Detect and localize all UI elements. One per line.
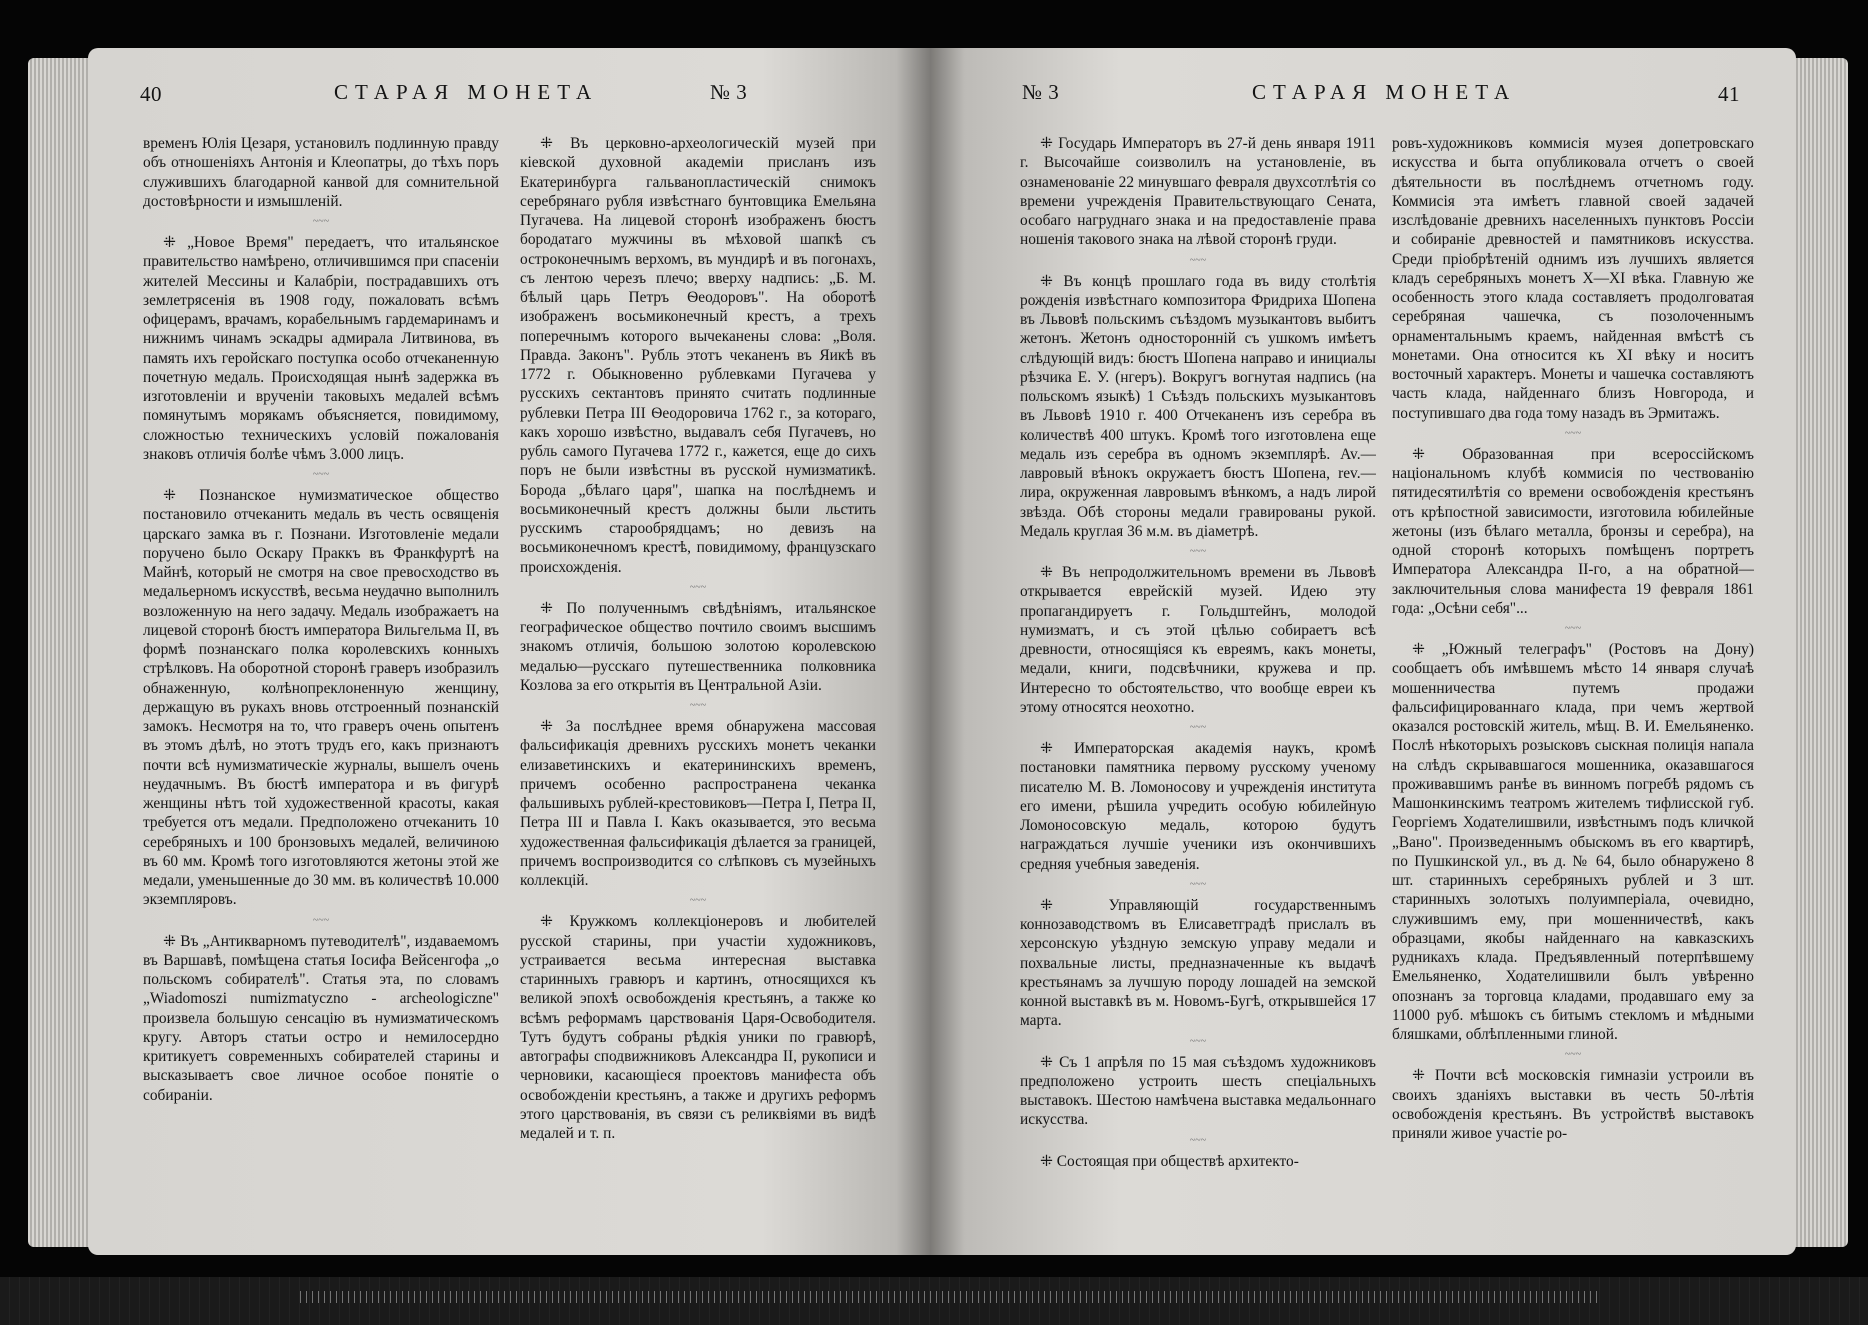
- right-journal-title: СТАРАЯ МОНЕТА: [1252, 80, 1517, 104]
- item-marker-icon: ⁜: [540, 135, 571, 152]
- right-column-2: [1392, 134, 1754, 1224]
- left-column-2: [520, 134, 876, 1224]
- section-divider: ~~~: [312, 469, 330, 480]
- article-paragraph: [143, 486, 499, 910]
- item-marker-icon: ⁜: [1412, 1067, 1435, 1085]
- article-text: ⁜ Въ церковно-археологическій музей при кіевской духовной академіи присланъ изъ Екатеринбурга гальванопластическій снимокъ серебрянаго рубля извѣстнаго бунтовщика Емельяна Пугачева. На лицевой сторонѣ изображенъ бюстъ бородатаго мужчины въ мѣховой шапкѣ съ остроконечнымъ верхомъ, въ мундирѣ и въ погонахъ, съ лентою черезъ плечо; вверху надпись: „Б. М. бѣлый царь Петръ Ѳеодоровъ". На оборотѣ изображенъ восьмиконечный крестъ, а трехъ поперечнымъ которого вычеканены слова: „Воля. Правда. Законъ". Рубль этотъ чеканенъ въ Яикѣ въ 1772 г. Обыкновенно рублевками Пугачева у русскихъ сектантовъ принято считать подлинные рублевки Петра III Ѳеодоровича 1762 г., за котораго, какъ хорошо извѣстно, выдавалъ себя Пугачевъ, но рубль самого Пугачева 1772 г., кажется, еще до сихъ поръ не были извѣстны въ русской нумизматикѣ. Борода „бѣлаго царя", шапка на послѣднемъ и восьмиконечный крестъ должны были льстить русскимъ старообрядцамъ; но девизъ на восьмиконечномъ крестѣ, повидимому, французскаго происхожденія.: [520, 135, 876, 576]
- section-divider: ~~~: [1189, 546, 1207, 557]
- article-paragraph: [1392, 1066, 1754, 1143]
- section-divider: ~~~: [1189, 1134, 1207, 1146]
- item-marker-icon: ⁜: [540, 718, 566, 735]
- article-text: ⁜ Образованная при всероссійскомъ національномъ клубѣ коммисія по чествованію пятидесятилѣтія со времени освобожденія крестьянъ отъ крѣпостной зависимости, изготовила юбилейные жетоны (изъ бѣлаго металла, бронзы и серебра), на одной сторонѣ которыхъ помѣщенъ портретъ Императора Александра II-го, а на обратной—заключительныя слова манифеста 19 февраля 1861 года: „Осѣни себя"...: [1392, 445, 1754, 617]
- article-text: ⁜ Въ концѣ прошлаго года въ виду столѣтія рожденія извѣстнаго композитора Фридриха Шопена въ Львовѣ польскимъ съѣздомъ музыкантовъ выбитъ жетонъ. Жетонъ односторонній съ ушкомъ имѣетъ слѣдующій видъ: бюстъ Шопена направо и инициалы рѣзчика Е. У. (нгеръ). Вокругъ вогнутая надпись (на польскомъ языкѣ) 1 Съѣздъ польскихъ музыкантовъ въ Львовѣ 1910 г. 400 Отчеканенъ изъ серебра въ количествѣ 400 штукъ. Кромѣ того изготовлена еще медаль изъ серебра въ одномъ экземплярѣ. Av.—лавровый вѣнокъ окружаетъ бюстъ Шопена, rev.—лира, окруженная лавровымъ вѣнкомъ, а надъ лирой звѣзда. Обѣ стороны медали гравированы рукой. Медаль круглая 36 м.м. въ діаметрѣ.: [1020, 272, 1376, 540]
- item-marker-icon: ⁜: [163, 932, 181, 950]
- section-divider: ~~~: [1189, 1035, 1207, 1047]
- section-divider: ~~~: [1564, 1049, 1582, 1061]
- section-divider: ~~~: [312, 914, 330, 926]
- article-paragraph: [520, 717, 876, 890]
- article-paragraph: [143, 134, 499, 211]
- item-marker-icon: ⁜: [540, 599, 567, 617]
- section-divider: ~~~: [312, 216, 330, 227]
- article-paragraph: [1020, 1053, 1376, 1130]
- left-running-head: [88, 80, 930, 114]
- section-divider: ~~~: [1564, 427, 1582, 439]
- article-text: временъ Юлія Цезаря, установилъ подлинную правду объ отношеніяхъ Антонія и Клеопатры, до тѣхъ поръ служившихъ благодарной канвой для сомнительной достовѣрности и измышленій.: [143, 135, 499, 210]
- article-paragraph: [1020, 739, 1376, 874]
- article-paragraph: [1392, 134, 1754, 423]
- article-paragraph: [1020, 134, 1376, 250]
- item-marker-icon: ⁜: [1040, 896, 1109, 914]
- right-column-1: [1020, 134, 1376, 1224]
- article-text: ⁜ Почти всѣ московскія гимназіи устроили въ своихъ зданіяхъ выставки въ честь 50-лѣтія освобожденія крестьянъ. Въ устройствѣ выставокъ приняли живое участіе ро-: [1392, 1067, 1754, 1142]
- article-text: ⁜ По полученнымъ свѣдѣніямъ, итальянское географическое общество почтило своимъ высшимъ знакомъ отличія, большою золотою королевскою медалью—русскаго путешественника полковника Козлова за его открытія въ Центральной Азіи.: [520, 599, 876, 694]
- article-paragraph: [1020, 563, 1376, 717]
- article-paragraph: [520, 599, 876, 695]
- right-page: [930, 48, 1796, 1255]
- section-divider: ~~~: [1189, 878, 1207, 890]
- article-text: ⁜ „Южный телеграфъ" (Ростовъ на Дону) сообщаетъ объ имѣвшемъ мѣсто 14 января случаѣ мошенничества путемъ продажи фальсифицированнаго клада, при чемъ жертвой оказался ростовскій житель, мѣщ. В. И. Емельяненко. Послѣ нѣкоторыхъ розысковъ сыскная полиція напала на слѣдъ скрывавшагося мошенника, оказавшагося проживавшимъ ранѣе въ винномъ погребѣ рядомъ съ Машонкинскимъ театромъ жителемъ тифлисской губ. Георгіемъ Ходателишвили, извѣстнымъ подъ кличкой „Вано". Произведеннымъ обыскомъ въ его квартирѣ, по Пушкинской ул., въ д. № 64, было обнаружено 8 шт. старинныхъ серебряныхъ рублей и 3 шт. старинныхъ золотыхъ полуимперіала, очевидно, служившимъ ему, при мошенничествѣ, какъ образцами, якобы найденнаго на кавказскихъ рудникахъ клада. Предъявленный потерпѣвшему Емельяненко, Ходателишвили былъ увѣренно опознанъ за торговца кладами, продавшаго ему за 11000 руб. мѣшокъ съ битымъ стекломъ и мѣдными бляшками, облѣпленными глиной.: [1392, 641, 1754, 1043]
- item-marker-icon: ⁜: [163, 234, 188, 251]
- article-text: ровъ-художниковъ коммисія музея допетровскаго искусства и быта опубликовала отчетъ о своей дѣятельности въ послѣднемъ отчетномъ году. Коммисія эта имѣетъ главной своей задачей изслѣдованіе древнихъ населенныхъ пунктовъ Россіи и собираніе древностей и памятниковъ искусства. Среди пріобрѣтеній однимъ изъ лучшихъ является кладъ серебряныхъ монетъ X—XI вѣка. Главную же особенность этого клада составляетъ продолговатая серебряная чашечка, съ позолоченнымъ орнаментальнымъ краемъ, найденная вмѣстѣ съ монетами. Она относится къ XI вѣку и носитъ восточный характеръ. Монеты и чашечка составляютъ часть клада, найденнаго близъ Новгорода, и поступившаго два года тому назадъ въ Эрмитажъ.: [1392, 135, 1754, 422]
- left-page-number: 40: [140, 82, 162, 106]
- left-page: [88, 48, 930, 1255]
- left-column-1: [143, 134, 499, 1224]
- section-divider: ~~~: [1564, 623, 1582, 634]
- article-paragraph: [143, 932, 499, 1105]
- item-marker-icon: ⁜: [1412, 445, 1463, 463]
- article-paragraph: [1392, 445, 1754, 618]
- item-marker-icon: ⁜: [540, 913, 570, 931]
- section-divider: ~~~: [689, 700, 707, 711]
- item-marker-icon: ⁜: [1412, 641, 1442, 658]
- article-text: ⁜ Съ 1 апрѣля по 15 мая съѣздомъ художниковъ предположено устроить шесть спеціальныхъ выставокъ. Шестою намѣчена выставка медальоннаго искусства.: [1020, 1053, 1376, 1129]
- left-journal-title: СТАРАЯ МОНЕТА: [334, 80, 599, 104]
- article-text: ⁜ Познанское нумизматическое общество постановило отчеканить медаль въ честь освященія царскаго замка въ г. Познани. Изготовленіе медали поручено было Оскару Праккъ въ Франкфуртѣ на Майнѣ, который не смотря на свое превосходство въ медальерномъ искусствѣ, весьма неудачно выполнилъ возложенную на него задачу. Медаль изображаетъ на лицевой сторонѣ бюстъ императора Вильгельма II, въ формѣ познанскаго полка королевскихъ конныхъ стрѣлковъ. На оборотной сторонѣ граверъ изобразилъ обнаженную, колѣнопреклоненную женщину, держащую въ рукахъ вновь отстроенный познанскій замокъ. Несмотря на то, что граверъ очень опытенъ въ этомъ дѣлѣ, но этотъ трудъ его, какъ признаютъ почти всѣ нумизматическіе журналы, вышелъ очень неудачнымъ. Въ бюстѣ императора и въ фигурѣ женщины нѣтъ той художественной красоты, какая требуется отъ медали. Предположено отчеканить 10 серебряныхъ и 100 бронзовыхъ медалей, величиною въ 60 мм. Кромѣ того изготовляются жетоны этой же медали, уменьшенные до 30 мм. въ количествѣ 10.000 экземпляровъ.: [143, 487, 499, 909]
- item-marker-icon: ⁜: [1040, 272, 1064, 290]
- item-marker-icon: ⁜: [1040, 564, 1063, 581]
- article-text: ⁜ Управляющій государственнымъ коннозаводствомъ въ Елисаветградѣ прислалъ въ херсонскую уѣздную земскую управу медали и похвальные листы, предназначенные къ выдачѣ крестьянамъ за лучшую породу лошадей на земской конной выставкѣ въ м. Новомъ-Бугѣ, открывшейся 17 марта.: [1020, 896, 1376, 1030]
- item-marker-icon: ⁜: [1040, 1152, 1057, 1170]
- section-divider: ~~~: [1189, 722, 1207, 733]
- article-text: ⁜ Въ „Антикварномъ путеводителѣ", издаваемомъ въ Варшавѣ, помѣщена статья Іосифа Вейсенгофа „о польскомъ собирателѣ". Статья эта, по словамъ „Wiadomoszi numizmatyczno - archeologiczne" произвела большую сенсацію въ нумизматическомъ кругу. Авторъ статьи остро и немилосердно критикуетъ современныхъ собирателей старины и высказываетъ свое личное особое понятіе о собираніи.: [143, 932, 499, 1104]
- article-paragraph: [143, 233, 499, 464]
- article-text: ⁜ Состоящая при обществѣ архитекто-: [1040, 1152, 1299, 1170]
- item-marker-icon: ⁜: [163, 487, 200, 504]
- section-divider: ~~~: [689, 895, 707, 907]
- article-text: ⁜ Государь Императоръ въ 27-й день января 1911 г. Высочайше соизволилъ на установленіе, въ ознаменованіе 22 минувшаго февраля двухсотлѣтія со времени учрежденія Правительствующаго Сената, особаго нагруднаго знака и на предоставленіе права ношенія такового знака на лѣвой сторонѣ груди.: [1020, 135, 1376, 249]
- section-divider: ~~~: [689, 581, 707, 593]
- left-page-stack: [28, 58, 90, 1247]
- right-running-head: [930, 80, 1796, 114]
- item-marker-icon: ⁜: [1040, 135, 1059, 152]
- section-divider: ~~~: [1189, 254, 1207, 266]
- article-paragraph: [1020, 272, 1376, 542]
- item-marker-icon: ⁜: [1040, 740, 1075, 757]
- article-text: ⁜ Кружкомъ коллекціонеровъ и любителей русской старины, при участіи художниковъ, устраивается весьма интересная выставка старинныхъ гравюръ и картинъ, относящихся къ великой эпохѣ освобожденія крестьянъ, а также ко всѣмъ реформамъ царствованія Царя-Освободителя. Тутъ будутъ собраны рѣдкія уники по гравюрѣ, автографы сподвижниковъ Александра II, рукописи и черновики, касающіеся проектовъ манифеста объ освобожденіи крестьянъ, а также и другихъ реформъ этого царствованія, въ связи съ реликвіями въ видѣ медалей и т. п.: [520, 913, 876, 1142]
- right-page-number: 41: [1718, 82, 1740, 106]
- article-paragraph: [1020, 896, 1376, 1031]
- article-text: ⁜ „Новое Время" передаетъ, что итальянское правительство намѣрено, отличившимся при спасеніи жителей Мессины и Калабріи, пострадавшихъ отъ землетрясенія въ 1908 году, пожаловать всѣмъ офицерамъ, врачамъ, корабельнымъ гардемаринамъ и нижнимъ чинамъ эскадры адмирала Литвинова, въ память ихъ геройскаго поступка особо отчеканенную почетную медаль. Происходящая нынѣ задержка въ изготовленіи и врученіи таковыхъ медалей всѣмъ помянутымъ морякамъ объясняется, повидимому, сложностью техническихъ условій пожалованія знаковъ отличія болѣе чѣмъ 3.000 лицъ.: [143, 234, 499, 463]
- article-text: ⁜ Въ непродолжительномъ времени въ Львовѣ открывается еврейскій музей. Идею эту пропагандируетъ г. Гольдштейнъ, молодой нумизматъ, и съ этой цѣлью собираетъ всѣ древности, относящіяся къ евреямъ, какъ монеты, медали, книги, подсвѣчники, кружева и пр. Интересно то обстоятельство, что вообще евреи къ этому относятся неохотно.: [1020, 564, 1376, 716]
- article-paragraph: [520, 912, 876, 1143]
- article-paragraph: [520, 134, 876, 577]
- scanner-ruler: [300, 1291, 1600, 1303]
- item-marker-icon: ⁜: [1040, 1053, 1060, 1071]
- article-paragraph: [1392, 640, 1754, 1044]
- article-paragraph: [1020, 1152, 1376, 1171]
- left-issue-number: № 3: [710, 80, 748, 104]
- article-text: ⁜ Императорская академія наукъ, кромѣ постановки памятника первому русскому ученому писателю М. В. Ломоносову и учрежденія института его имени, рѣшила учредить особую юбилейную Ломоносовскую медаль, которою будутъ награждаться лучшіе ученики изъ окончившихъ средняя учебныя заведенія.: [1020, 740, 1376, 873]
- right-issue-number: № 3: [1022, 80, 1060, 104]
- article-text: ⁜ За послѣднее время обнаружена массовая фальсификація древнихъ русскихъ монетъ чеканки елизаветинскихъ и екатерининскихъ временъ, причемъ особенно распространена чеканка фальшивыхъ рублей-крестовиковъ—Петра I, Петра II, Петра III и Павла I. Какъ оказывается, это весьма художественная фальсификація дѣлается за границей, причемъ воспроизводится со слѣпковъ съ музейныхъ коллекцій.: [520, 718, 876, 889]
